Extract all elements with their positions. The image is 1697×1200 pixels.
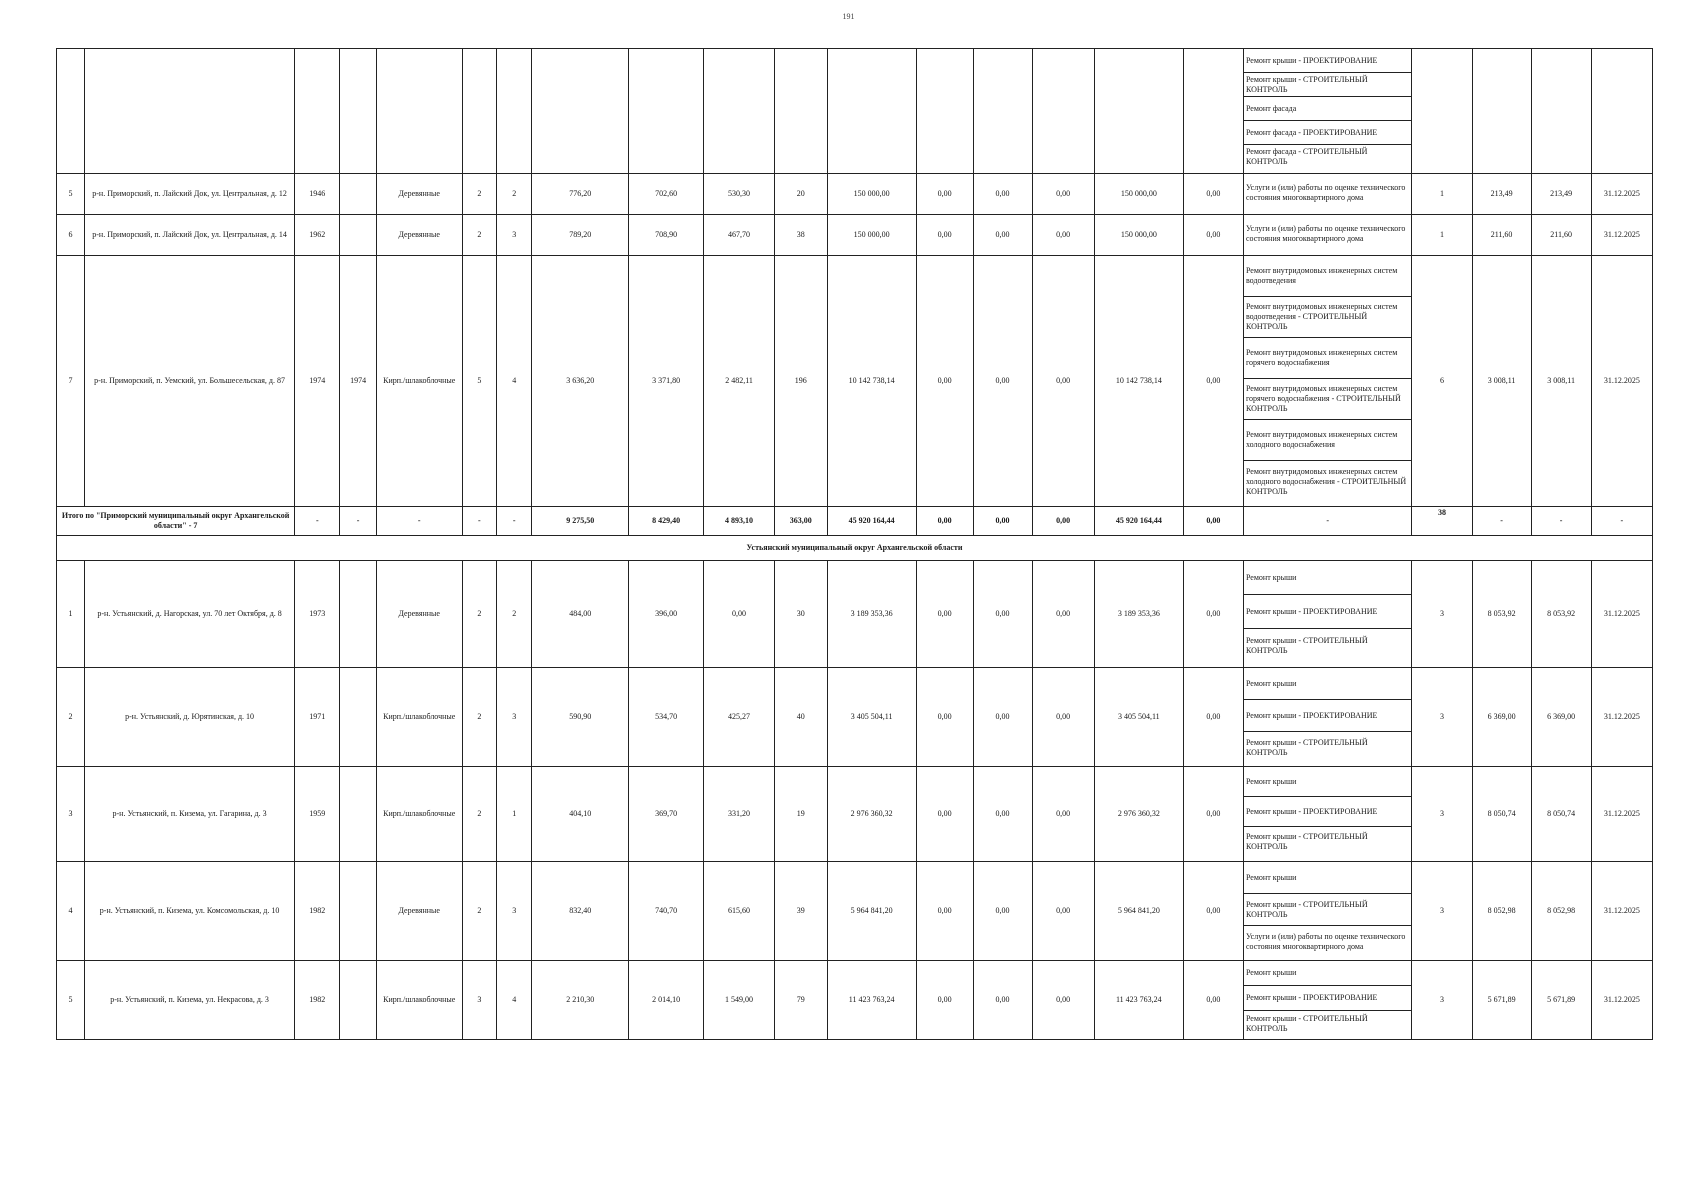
work-item: Ремонт крыши: [1244, 767, 1412, 797]
cell-max-cost: 3 008,11: [1531, 256, 1591, 507]
cell-area-total: 484,00: [532, 561, 629, 668]
cell-cost-total: 3 189 353,36: [827, 561, 916, 668]
cell-cost-fund: 0,00: [916, 862, 973, 961]
total-dash: -: [497, 507, 532, 536]
cell-deadline: 31.12.2025: [1591, 767, 1652, 862]
cell-year-repair: [340, 862, 376, 961]
cell-work-count: 3: [1412, 961, 1472, 1040]
work-item: Ремонт крыши - ПРОЕКТИРОВАНИЕ: [1244, 986, 1412, 1011]
cell-entrances: 3: [497, 215, 532, 256]
total-dash: -: [1591, 507, 1652, 536]
table-row: [57, 862, 1653, 961]
total-cost: 45 920 164,44: [827, 507, 916, 536]
cell-material: Деревянные: [376, 215, 462, 256]
cell-unit-cost: 8 052,98: [1472, 862, 1531, 961]
cell-num: 6: [57, 215, 85, 256]
cell-deadline: 31.12.2025: [1591, 862, 1652, 961]
total-work-count: 38: [1412, 507, 1472, 536]
cell-floors: 2: [462, 767, 496, 862]
cell-max-cost: 6 369,00: [1531, 668, 1591, 767]
cell-max-cost: 211,60: [1531, 215, 1591, 256]
cell-year-built: 1982: [295, 961, 340, 1040]
cell-residents: 20: [774, 174, 827, 215]
work-item: Ремонт крыши - СТРОИТЕЛЬНЫЙ КОНТРОЛЬ: [1245, 1013, 1368, 1033]
cell-area-total: 832,40: [532, 862, 629, 961]
work-list: [1243, 174, 1412, 215]
cell-entrances: 2: [497, 174, 532, 215]
cell-cost-budget-mun: 0,00: [1032, 174, 1094, 215]
cell-cost-budget-mun: 0,00: [1032, 862, 1094, 961]
cell-material: Деревянные: [376, 174, 462, 215]
cell-cost-budget-mun: 0,00: [1032, 961, 1094, 1040]
cell-cost-budget-reg: 0,00: [973, 767, 1032, 862]
cell-cost-budget-reg: 0,00: [973, 174, 1032, 215]
cell-cost-owners: 10 142 738,14: [1094, 256, 1183, 507]
work-item: Ремонт крыши - СТРОИТЕЛЬНЫЙ КОНТРОЛЬ: [1245, 636, 1368, 655]
cell-residents: 79: [774, 961, 827, 1040]
cell-cost-total: 10 142 738,14: [827, 256, 916, 507]
repair-program-table: [56, 48, 1653, 1040]
work-list: [1243, 49, 1412, 174]
cell-cost-total: 5 964 841,20: [827, 862, 916, 961]
total-dash: -: [295, 507, 340, 536]
cell-area-living: 369,70: [629, 767, 704, 862]
total-area-total: 9 275,50: [532, 507, 629, 536]
cell-work-count: 3: [1412, 862, 1472, 961]
table-row: [57, 961, 1653, 1040]
cell-floors: 2: [462, 561, 496, 668]
cell-area-total: 590,90: [532, 668, 629, 767]
cell-deadline: 31.12.2025: [1591, 668, 1652, 767]
work-item: Ремонт фасада: [1244, 97, 1412, 121]
work-list: [1243, 668, 1412, 767]
cell-year-built: 1946: [295, 174, 340, 215]
total-cost-owners: 45 920 164,44: [1094, 507, 1183, 536]
total-label: Итого по "Приморский муниципальный округ Архангельской области" - 7: [57, 507, 295, 536]
table-row: [57, 767, 1653, 862]
total-cost-fund: 0,00: [916, 507, 973, 536]
cell-deadline: 31.12.2025: [1591, 961, 1652, 1040]
total-area-living: 8 429,40: [629, 507, 704, 536]
cell-cost-total: 2 976 360,32: [827, 767, 916, 862]
work-item: Ремонт крыши - СТРОИТЕЛЬНЫЙ КОНТРОЛЬ: [1245, 738, 1368, 757]
cell-work-count: 3: [1412, 561, 1472, 668]
cell-cost-other: 0,00: [1183, 961, 1243, 1040]
total-cost-budget-reg: 0,00: [973, 507, 1032, 536]
cell-cost-fund: 0,00: [916, 256, 973, 507]
cell-cost-total: 3 405 504,11: [827, 668, 916, 767]
total-area-res: 4 893,10: [704, 507, 775, 536]
work-list: [1243, 256, 1412, 507]
cell-address: р-н. Устьянский, д. Нагорская, ул. 70 лет Октября, д. 8: [84, 561, 294, 668]
table-row: [57, 668, 1653, 767]
cell-area-living: 2 014,10: [629, 961, 704, 1040]
cell-area-res: 615,60: [704, 862, 775, 961]
work-list: [1243, 961, 1412, 1040]
work-item: Ремонт внутридомовых инженерных систем горячего водоснабжения - СТРОИТЕЛЬНЫЙ КОНТРОЛЬ: [1244, 379, 1412, 420]
cell-cost-owners: 150 000,00: [1094, 215, 1183, 256]
total-dash: -: [1531, 507, 1591, 536]
cell-year-built: 1974: [295, 256, 340, 507]
work-item: Ремонт крыши: [1244, 561, 1412, 595]
primorsky-total-row: [57, 507, 1653, 536]
work-item: Ремонт внутридомовых инженерных систем водоотведения - СТРОИТЕЛЬНЫЙ КОНТРОЛЬ: [1244, 297, 1412, 338]
cell-unit-cost: 211,60: [1472, 215, 1531, 256]
section-header-row: [57, 536, 1653, 561]
cell-max-cost: 8 052,98: [1531, 862, 1591, 961]
cell-work-count: 3: [1412, 767, 1472, 862]
cell-cost-budget-mun: 0,00: [1032, 767, 1094, 862]
cell-cost-fund: 0,00: [916, 215, 973, 256]
work-item: Ремонт внутридомовых инженерных систем горячего водоснабжения: [1244, 338, 1412, 379]
cell-year-repair: [340, 961, 376, 1040]
cell-area-res: 0,00: [704, 561, 775, 668]
cell-unit-cost: 8 050,74: [1472, 767, 1531, 862]
cell-cost-budget-mun: 0,00: [1032, 561, 1094, 668]
cell-entrances: 4: [497, 256, 532, 507]
cell-area-living: 740,70: [629, 862, 704, 961]
cell-residents: 30: [774, 561, 827, 668]
work-item: Ремонт крыши: [1244, 961, 1412, 986]
cell-address: р-н. Устьянский, п. Кизема, ул. Некрасова, д. 3: [84, 961, 294, 1040]
work-item: Ремонт крыши: [1244, 668, 1412, 700]
cell-entrances: 3: [497, 668, 532, 767]
cell-area-res: 530,30: [704, 174, 775, 215]
cell-num: 5: [57, 961, 85, 1040]
work-item: Ремонт крыши - СТРОИТЕЛЬНЫЙ КОНТРОЛЬ: [1244, 894, 1412, 926]
cell-cost-budget-mun: 0,00: [1032, 256, 1094, 507]
table-row: [57, 256, 1653, 507]
cell-material: Кирп./шлакоблочные: [376, 961, 462, 1040]
cell-year-built: 1973: [295, 561, 340, 668]
cell-cost-owners: 3 189 353,36: [1094, 561, 1183, 668]
page-number: 191: [842, 12, 855, 21]
cell-entrances: 4: [497, 961, 532, 1040]
cell-max-cost: 8 050,74: [1531, 767, 1591, 862]
cell-work-count: 1: [1412, 174, 1472, 215]
work-list: [1243, 215, 1412, 256]
table-row: [57, 174, 1653, 215]
cell-work-count: 6: [1412, 256, 1472, 507]
cell-num: 5: [57, 174, 85, 215]
total-dash: -: [1472, 507, 1531, 536]
total-cost-other: 0,00: [1183, 507, 1243, 536]
cell-cost-other: 0,00: [1183, 256, 1243, 507]
cell-cost-budget-reg: 0,00: [973, 862, 1032, 961]
cell-cost-total: 11 423 763,24: [827, 961, 916, 1040]
cell-year-built: 1971: [295, 668, 340, 767]
work-item: Ремонт крыши - СТРОИТЕЛЬНЫЙ КОНТРОЛЬ: [1244, 73, 1412, 97]
work-item: Ремонт внутридомовых инженерных систем водоотведения: [1244, 256, 1412, 297]
work-item: Услуги и (или) работы по оценке технического состояния многоквартирного дома: [1245, 224, 1406, 243]
section-title: Устьянский муниципальный округ Архангельской области: [57, 536, 1653, 561]
cell-residents: 19: [774, 767, 827, 862]
cell-cost-owners: 150 000,00: [1094, 174, 1183, 215]
cell-deadline: 31.12.2025: [1591, 174, 1652, 215]
cell-cost-owners: 11 423 763,24: [1094, 961, 1183, 1040]
cell-cost-budget-reg: 0,00: [973, 561, 1032, 668]
cell-cost-budget-reg: 0,00: [973, 215, 1032, 256]
work-item: Услуги и (или) работы по оценке технического состояния многоквартирного дома: [1245, 183, 1406, 202]
cell-year-repair: [340, 767, 376, 862]
cell-unit-cost: 6 369,00: [1472, 668, 1531, 767]
table-row: [57, 561, 1653, 668]
cell-material: Деревянные: [376, 862, 462, 961]
cell-residents: 38: [774, 215, 827, 256]
cell-area-total: 404,10: [532, 767, 629, 862]
cell-area-res: 331,20: [704, 767, 775, 862]
cell-address: р-н. Приморский, п. Лайский Док, ул. Центральная, д. 12: [84, 174, 294, 215]
cell-unit-cost: 213,49: [1472, 174, 1531, 215]
cell-cost-total: 150 000,00: [827, 174, 916, 215]
cell-address: р-н. Приморский, п. Лайский Док, ул. Центральная, д. 14: [84, 215, 294, 256]
cell-year-repair: 1974: [340, 256, 376, 507]
cell-cost-fund: 0,00: [916, 767, 973, 862]
cell-cost-budget-mun: 0,00: [1032, 668, 1094, 767]
cell-cost-budget-reg: 0,00: [973, 256, 1032, 507]
cell-year-built: 1962: [295, 215, 340, 256]
cell-area-res: 2 482,11: [704, 256, 775, 507]
table-row-continuation: [57, 49, 1653, 174]
primorsky-rows: [57, 174, 1653, 507]
cell-cost-budget-reg: 0,00: [973, 668, 1032, 767]
cell-floors: 3: [462, 961, 496, 1040]
cell-year-repair: [340, 174, 376, 215]
cell-area-living: 534,70: [629, 668, 704, 767]
cell-cost-budget-mun: 0,00: [1032, 215, 1094, 256]
total-residents: 363,00: [774, 507, 827, 536]
cell-unit-cost: 5 671,89: [1472, 961, 1531, 1040]
cell-cost-total: 150 000,00: [827, 215, 916, 256]
cell-cost-owners: 3 405 504,11: [1094, 668, 1183, 767]
cell-area-living: 396,00: [629, 561, 704, 668]
cell-cost-other: 0,00: [1183, 767, 1243, 862]
work-item: Ремонт крыши - ПРОЕКТИРОВАНИЕ: [1244, 700, 1412, 732]
ustyansky-rows: [57, 561, 1653, 1040]
work-list: [1243, 561, 1412, 668]
cell-unit-cost: 3 008,11: [1472, 256, 1531, 507]
cell-cost-budget-reg: 0,00: [973, 961, 1032, 1040]
cell-max-cost: 5 671,89: [1531, 961, 1591, 1040]
cell-cost-fund: 0,00: [916, 561, 973, 668]
cell-address: р-н. Устьянский, п. Кизема, ул. Гагарина, д. 3: [84, 767, 294, 862]
cell-floors: 5: [462, 256, 496, 507]
cell-floors: 2: [462, 668, 496, 767]
cell-cost-other: 0,00: [1183, 668, 1243, 767]
cell-area-living: 3 371,80: [629, 256, 704, 507]
cell-cost-owners: 2 976 360,32: [1094, 767, 1183, 862]
cell-cost-other: 0,00: [1183, 174, 1243, 215]
cell-num: 7: [57, 256, 85, 507]
cell-area-res: 467,70: [704, 215, 775, 256]
cell-material: Деревянные: [376, 561, 462, 668]
cell-year-repair: [340, 215, 376, 256]
cell-cost-other: 0,00: [1183, 862, 1243, 961]
cell-area-total: 2 210,30: [532, 961, 629, 1040]
cell-area-total: 776,20: [532, 174, 629, 215]
cell-work-count: 1: [1412, 215, 1472, 256]
cell-material: Кирп./шлакоблочные: [376, 668, 462, 767]
cell-unit-cost: 8 053,92: [1472, 561, 1531, 668]
cell-address: р-н. Приморский, п. Уемский, ул. Большесельская, д. 87: [84, 256, 294, 507]
cell-area-total: 789,20: [532, 215, 629, 256]
cell-cost-fund: 0,00: [916, 961, 973, 1040]
cell-num: 3: [57, 767, 85, 862]
cell-year-built: 1982: [295, 862, 340, 961]
cell-address: р-н. Устьянский, д. Юрятинская, д. 10: [84, 668, 294, 767]
cell-work-count: 3: [1412, 668, 1472, 767]
work-item: Ремонт фасада - ПРОЕКТИРОВАНИЕ: [1244, 121, 1412, 145]
cell-num: 4: [57, 862, 85, 961]
cell-area-living: 708,90: [629, 215, 704, 256]
cell-year-built: 1959: [295, 767, 340, 862]
cell-deadline: 31.12.2025: [1591, 215, 1652, 256]
work-item: Ремонт фасада - СТРОИТЕЛЬНЫЙ КОНТРОЛЬ: [1245, 147, 1368, 166]
cell-cost-other: 0,00: [1183, 215, 1243, 256]
cell-material: Кирп./шлакоблочные: [376, 767, 462, 862]
cell-floors: 2: [462, 174, 496, 215]
total-dash: -: [1243, 507, 1412, 536]
cell-num: 2: [57, 668, 85, 767]
cell-entrances: 1: [497, 767, 532, 862]
work-item: Ремонт крыши: [1244, 862, 1412, 894]
cell-area-total: 3 636,20: [532, 256, 629, 507]
cell-deadline: 31.12.2025: [1591, 256, 1652, 507]
cell-floors: 2: [462, 215, 496, 256]
work-item: Ремонт внутридомовых инженерных систем холодного водоснабжения - СТРОИТЕЛЬНЫЙ КОНТРОЛЬ: [1245, 466, 1407, 496]
cell-cost-fund: 0,00: [916, 174, 973, 215]
cell-area-living: 702,60: [629, 174, 704, 215]
cell-residents: 39: [774, 862, 827, 961]
work-item: Ремонт крыши - ПРОЕКТИРОВАНИЕ: [1244, 797, 1412, 827]
work-item: Ремонт крыши - ПРОЕКТИРОВАНИЕ: [1244, 595, 1412, 629]
work-list: [1243, 767, 1412, 862]
cell-area-res: 1 549,00: [704, 961, 775, 1040]
cell-material: Кирп./шлакоблочные: [376, 256, 462, 507]
cell-entrances: 2: [497, 561, 532, 668]
total-dash: -: [376, 507, 462, 536]
cell-residents: 196: [774, 256, 827, 507]
cell-address: р-н. Устьянский, п. Кизема, ул. Комсомольская, д. 10: [84, 862, 294, 961]
cell-year-repair: [340, 561, 376, 668]
cell-year-repair: [340, 668, 376, 767]
total-dash: -: [340, 507, 376, 536]
work-item: Услуги и (или) работы по оценке технического состояния многоквартирного дома: [1245, 932, 1406, 951]
cell-max-cost: 8 053,92: [1531, 561, 1591, 668]
cell-floors: 2: [462, 862, 496, 961]
table-row: [57, 215, 1653, 256]
cell-residents: 40: [774, 668, 827, 767]
cell-cost-fund: 0,00: [916, 668, 973, 767]
cell-max-cost: 213,49: [1531, 174, 1591, 215]
cell-entrances: 3: [497, 862, 532, 961]
total-dash: -: [462, 507, 496, 536]
cell-cost-owners: 5 964 841,20: [1094, 862, 1183, 961]
cell-num: 1: [57, 561, 85, 668]
work-list: [1243, 862, 1412, 961]
total-cost-budget-mun: 0,00: [1032, 507, 1094, 536]
cell-cost-other: 0,00: [1183, 561, 1243, 668]
cell-deadline: 31.12.2025: [1591, 561, 1652, 668]
cell-area-res: 425,27: [704, 668, 775, 767]
work-item: Ремонт внутридомовых инженерных систем холодного водоснабжения: [1244, 420, 1412, 461]
work-item: Ремонт крыши - СТРОИТЕЛЬНЫЙ КОНТРОЛЬ: [1245, 832, 1368, 851]
work-item: Ремонт крыши - ПРОЕКТИРОВАНИЕ: [1244, 49, 1412, 73]
